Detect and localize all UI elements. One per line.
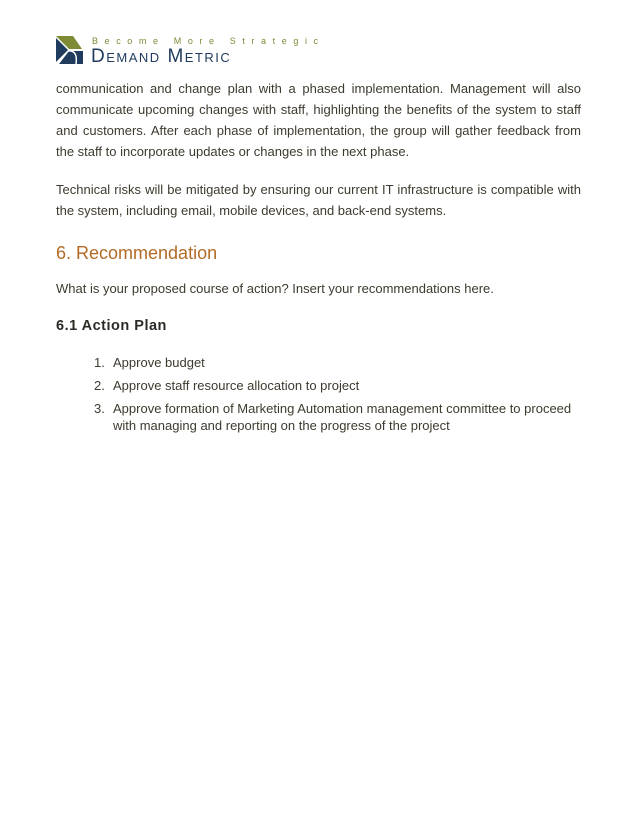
action-plan-list [56, 354, 581, 434]
section-heading-recommendation: 6. Recommendation [56, 243, 218, 263]
brand-tagline: Become More Strategic [92, 36, 325, 46]
list-item [94, 354, 581, 371]
list-item-text: Approve staff resource allocation to project [113, 378, 360, 393]
list-item [94, 377, 581, 394]
list-item-number: 3. [94, 401, 105, 416]
demand-metric-logo-icon [56, 36, 84, 64]
list-item-text: Approve budget [113, 355, 205, 370]
list-item-number: 2. [94, 378, 105, 393]
list-item-number: 1. [94, 355, 105, 370]
brand-logo [56, 36, 325, 67]
paragraph-technical-risks: Technical risks will be mitigated by ensuring our current IT infrastructure is compatible with the system, including email, mobile devices, and back-end systems. [56, 182, 581, 218]
list-item [94, 400, 581, 434]
document-body [56, 78, 581, 440]
brand-name: Demand Metric [91, 46, 232, 67]
list-item-text: Approve formation of Marketing Automation management committee to proceed with managing and reporting on the progress of the project [113, 401, 572, 433]
section-intro: What is your proposed course of action? Insert your recommendations here. [56, 281, 494, 296]
paragraph-communication: communication and change plan with a phased implementation. Management will also communicate upcoming changes with staff, highlighting the benefits of the system to staff and customers. After each phase of implementation, the group will gather feedback from the staff to incorporate updates or changes in the next phase. [56, 81, 581, 159]
subsection-heading-action-plan: 6.1 Action Plan [56, 318, 167, 334]
